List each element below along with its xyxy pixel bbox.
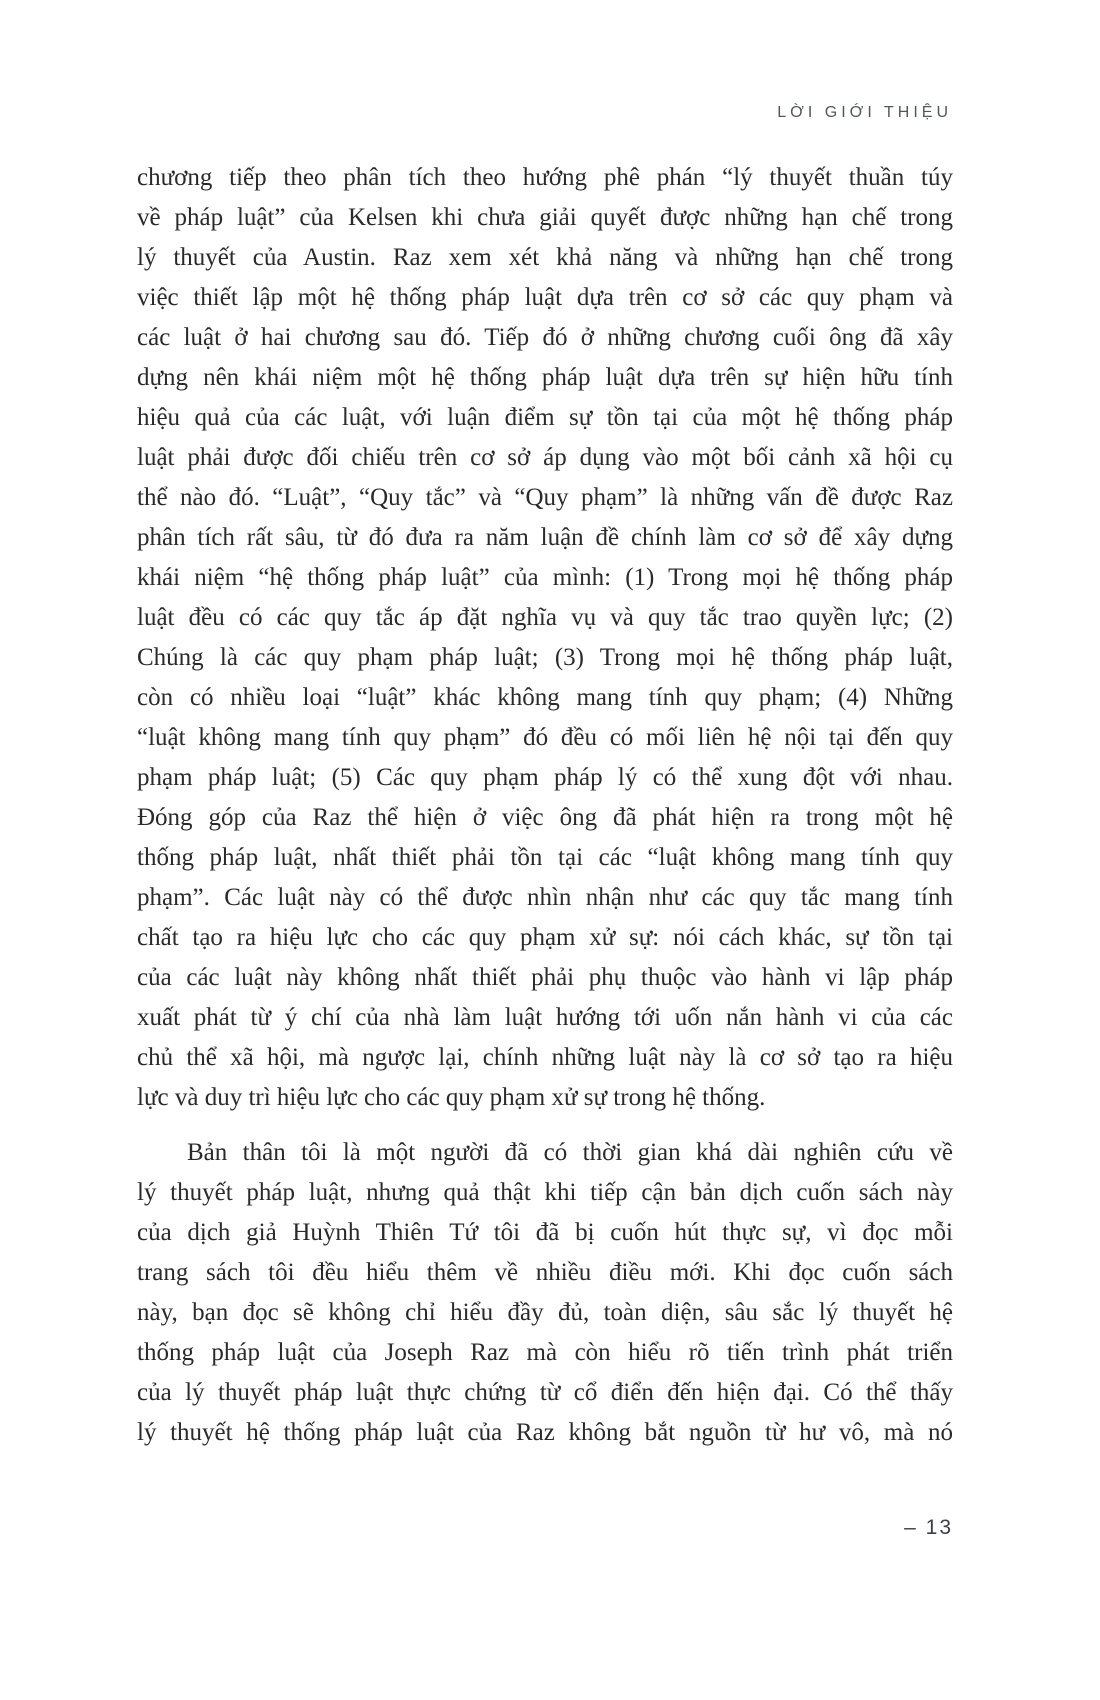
text-line: chất tạo ra hiệu lực cho các quy phạm xử sự: nói cách khác, sự tồn tại <box>137 924 953 951</box>
text-line: lý thuyết hệ thống pháp luật của Raz không bắt nguồn từ hư vô, mà nó <box>137 1419 953 1446</box>
text-line: phạm pháp luật; (5) Các quy phạm pháp lý có thể xung đột với nhau. <box>137 764 953 791</box>
text-line: dựng nên khái niệm một hệ thống pháp luật dựa trên sự hiện hữu tính <box>137 364 953 391</box>
text-line: thống pháp luật của Joseph Raz mà còn hiểu rõ tiến trình phát triển <box>137 1339 953 1366</box>
paragraph <box>137 158 953 1118</box>
text-line: thống pháp luật, nhất thiết phải tồn tại các “luật không mang tính quy <box>137 844 953 871</box>
text-line: lực và duy trì hiệu lực cho các quy phạm xử sự trong hệ thống. <box>137 1084 766 1111</box>
text-line: còn có nhiều loại “luật” khác không mang tính quy phạm; (4) Những <box>137 684 953 711</box>
text-line: phân tích rất sâu, từ đó đưa ra năm luận đề chính làm cơ sở để xây dựng <box>137 524 953 551</box>
text-line: trang sách tôi đều hiểu thêm về nhiều điều mới. Khi đọc cuốn sách <box>137 1259 953 1286</box>
paragraph <box>137 1133 953 1453</box>
text-line: “luật không mang tính quy phạm” đó đều có mối liên hệ nội tại đến quy <box>137 724 953 751</box>
text-line: chương tiếp theo phân tích theo hướng phê phán “lý thuyết thuần túy <box>137 164 953 191</box>
text-line: lý thuyết của Austin. Raz xem xét khả năng và những hạn chế trong <box>137 244 953 271</box>
text-line: hiệu quả của các luật, với luận điểm sự tồn tại của một hệ thống pháp <box>137 404 953 431</box>
text-line: chủ thể xã hội, mà ngược lại, chính những luật này là cơ sở tạo ra hiệu <box>137 1044 953 1071</box>
text-line: của lý thuyết pháp luật thực chứng từ cổ điển đến hiện đại. Có thể thấy <box>137 1379 953 1406</box>
text-line: lý thuyết pháp luật, nhưng quả thật khi tiếp cận bản dịch cuốn sách này <box>137 1179 953 1206</box>
text-line: Bản thân tôi là một người đã có thời gian khá dài nghiên cứu về <box>187 1139 953 1166</box>
text-line: khái niệm “hệ thống pháp luật” của mình: (1) Trong mọi hệ thống pháp <box>137 564 953 591</box>
running-header: LỜI GIỚI THIỆU <box>777 104 952 121</box>
body-text <box>137 158 953 1453</box>
text-line: Đóng góp của Raz thể hiện ở việc ông đã phát hiện ra trong một hệ <box>137 804 953 831</box>
text-line: luật đều có các quy tắc áp đặt nghĩa vụ và quy tắc trao quyền lực; (2) <box>137 604 953 631</box>
text-line: xuất phát từ ý chí của nhà làm luật hướng tới uốn nắn hành vi của các <box>137 1004 953 1031</box>
text-line: thể nào đó. “Luật”, “Quy tắc” và “Quy phạm” là những vấn đề được Raz <box>137 484 953 511</box>
text-line: Chúng là các quy phạm pháp luật; (3) Trong mọi hệ thống pháp luật, <box>137 644 953 671</box>
text-line: việc thiết lập một hệ thống pháp luật dựa trên cơ sở các quy phạm và <box>137 284 953 311</box>
text-line: này, bạn đọc sẽ không chỉ hiểu đầy đủ, toàn diện, sâu sắc lý thuyết hệ <box>137 1299 953 1326</box>
text-line: của các luật này không nhất thiết phải phụ thuộc vào hành vi lập pháp <box>137 964 953 991</box>
text-line: luật phải được đối chiếu trên cơ sở áp dụng vào một bối cảnh xã hội cụ <box>137 444 953 471</box>
page-number: – 13 <box>904 1516 953 1539</box>
text-line: phạm”. Các luật này có thể được nhìn nhận như các quy tắc mang tính <box>137 884 953 911</box>
text-line: của dịch giả Huỳnh Thiên Tứ tôi đã bị cuốn hút thực sự, vì đọc mỗi <box>137 1219 953 1246</box>
text-line: các luật ở hai chương sau đó. Tiếp đó ở những chương cuối ông đã xây <box>137 324 953 351</box>
text-line: về pháp luật” của Kelsen khi chưa giải quyết được những hạn chế trong <box>137 204 953 231</box>
